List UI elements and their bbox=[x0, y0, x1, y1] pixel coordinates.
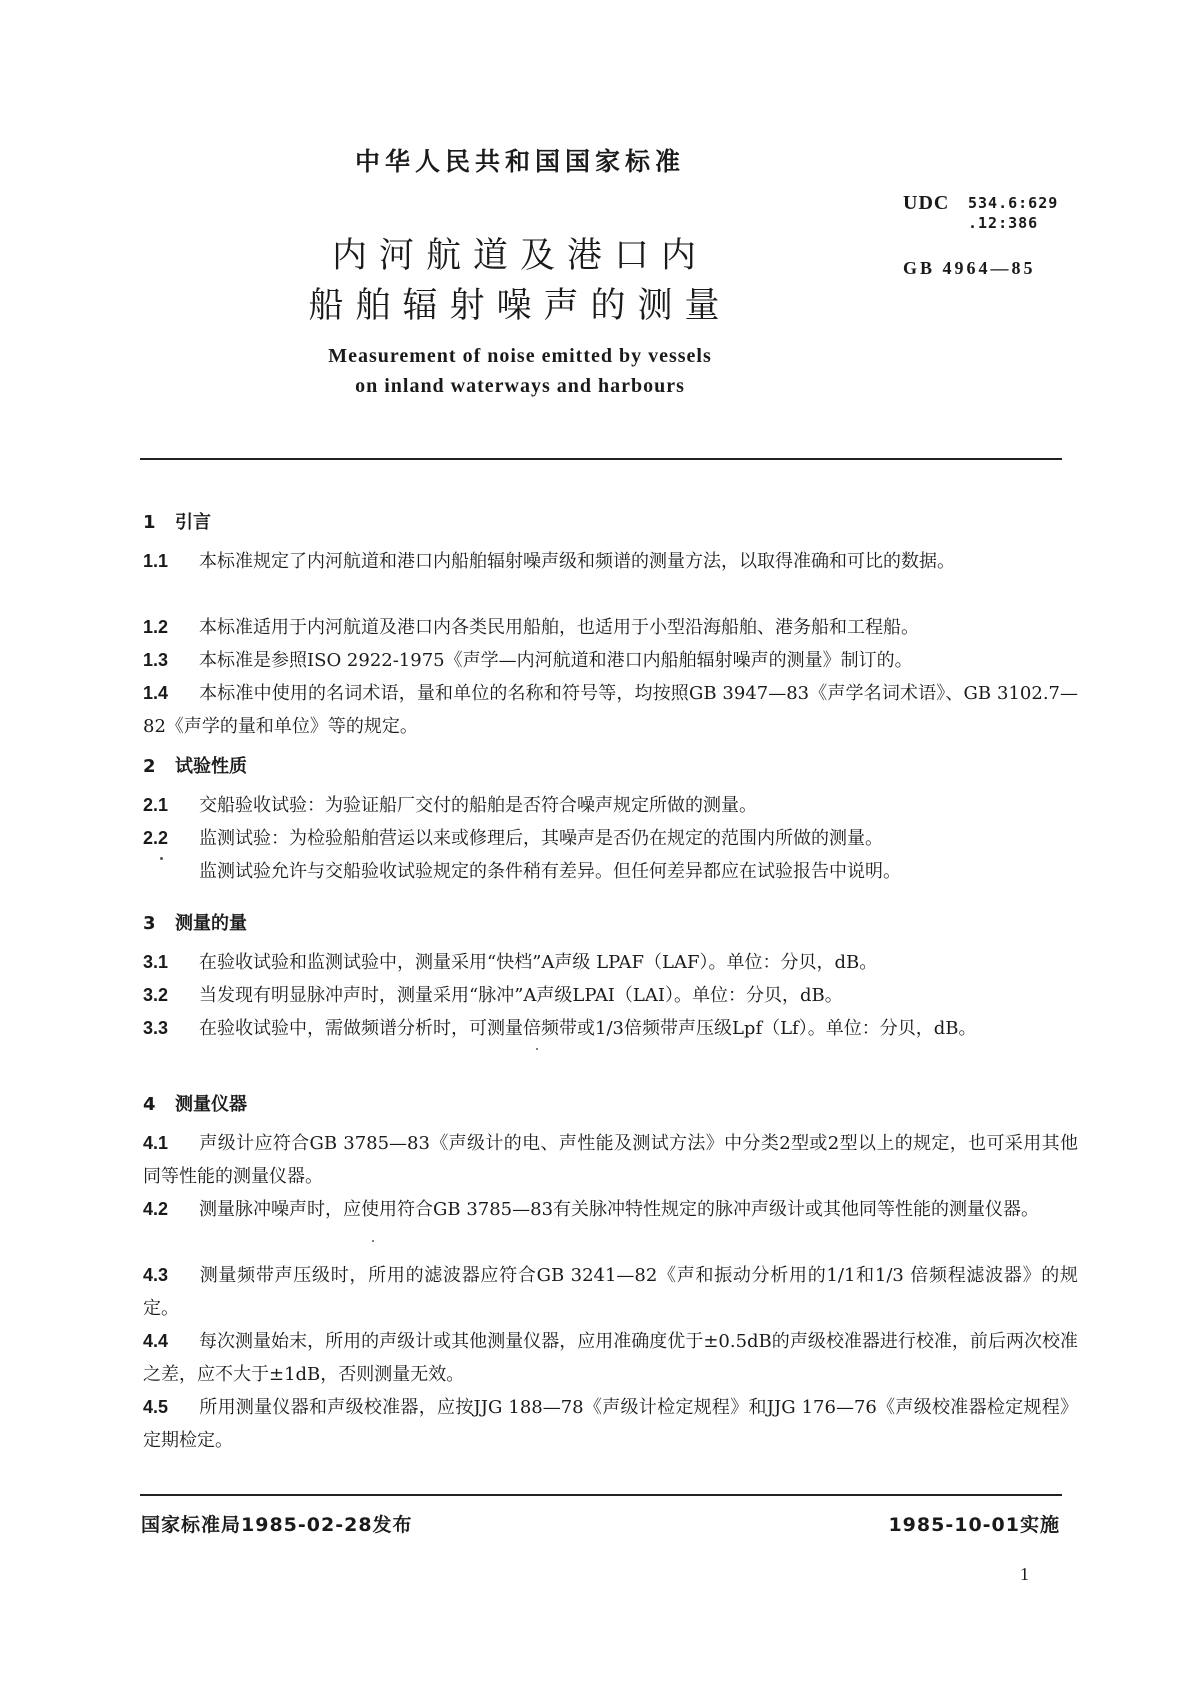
paragraph-4-4 bbox=[143, 1325, 1078, 1391]
paragraph-3-3 bbox=[143, 1012, 1078, 1045]
section-number: 2 bbox=[143, 756, 156, 777]
scan-speck bbox=[372, 1240, 374, 1242]
paragraph-2-note bbox=[143, 855, 1078, 888]
scan-speck bbox=[160, 857, 163, 860]
paragraph-2-1 bbox=[143, 789, 1078, 822]
paragraph-text: 本标准中使用的名词术语，量和单位的名称和符号等，均按照GB 3947—83《声学名词术语》、GB 3102.7—82《声学的量和单位》等的规定。 bbox=[143, 683, 1078, 737]
paragraph-text: 声级计应符合GB 3785—83《声级计的电、声性能及测试方法》中分类2型或2型以上的规定，也可采用其他同等性能的测量仪器。 bbox=[143, 1133, 1078, 1187]
paragraph-4-1 bbox=[143, 1127, 1078, 1193]
paragraph-number: 1.4 bbox=[143, 683, 169, 703]
paragraph-text: 本标准规定了内河航道和港口内船舶辐射噪声级和频谱的测量方法，以取得准确和可比的数据。 bbox=[199, 551, 955, 572]
paragraph-1-2 bbox=[143, 611, 1078, 644]
paragraph-text: 监测试验允许与交船验收试验规定的条件稍有差异。但任何差异都应在试验报告中说明。 bbox=[199, 861, 901, 882]
paragraph-3-2 bbox=[143, 979, 1078, 1012]
paragraph-1-4 bbox=[143, 677, 1078, 743]
paragraph-4-5 bbox=[143, 1391, 1078, 1457]
section-3-heading bbox=[143, 909, 247, 935]
footer-divider bbox=[140, 1494, 1062, 1496]
paragraph-number: 4.3 bbox=[143, 1265, 169, 1285]
effective-date: 1985-10-01实施 bbox=[888, 1514, 1060, 1536]
paragraph-3-1 bbox=[143, 946, 1078, 979]
paragraph-text: 交船验收试验：为验证船厂交付的船舶是否符合噪声规定所做的测量。 bbox=[199, 795, 757, 816]
udc-code-line2: .12:386 bbox=[968, 214, 1039, 232]
page-number: 1 bbox=[1020, 1564, 1029, 1584]
section-number: 4 bbox=[143, 1094, 156, 1115]
issued-date: 国家标准局1985-02-28发布 bbox=[141, 1514, 413, 1536]
udc-code-line1: 534.6:629 bbox=[968, 194, 1059, 212]
section-title: 引言 bbox=[175, 512, 211, 533]
paragraph-number: 2.2 bbox=[143, 828, 169, 848]
section-2-heading bbox=[143, 752, 247, 778]
paragraph-text: 本标准适用于内河航道及港口内各类民用船舶，也适用于小型沿海船舶、港务船和工程船。 bbox=[199, 617, 919, 638]
paragraph-number: 4.2 bbox=[143, 1199, 169, 1219]
title-en-line1: Measurement of noise emitted by vessels bbox=[328, 345, 712, 367]
paragraph-1-3 bbox=[143, 644, 1078, 677]
paragraph-number: 3.1 bbox=[143, 952, 169, 972]
paragraph-text: 测量脉冲噪声时，应使用符合GB 3785—83有关脉冲特性规定的脉冲声级计或其他同等性能的测量仪器。 bbox=[199, 1199, 1040, 1220]
paragraph-text: 在验收试验和监测试验中，测量采用“快档”A声级 LPAF（LAF）。单位：分贝，dB。 bbox=[199, 952, 878, 973]
paragraph-text: 所用测量仪器和声级校准器，应按JJG 188—78《声级计检定规程》和JJG 176—76《声级校准器检定规程》定期检定。 bbox=[143, 1397, 1078, 1451]
paragraph-number: 1.3 bbox=[143, 650, 169, 670]
section-4-heading bbox=[143, 1090, 247, 1116]
national-standard-heading: 中华人民共和国国家标准 bbox=[354, 147, 685, 176]
paragraph-number: 4.5 bbox=[143, 1397, 169, 1417]
paragraph-number: 1.2 bbox=[143, 617, 169, 637]
paragraph-number: 3.2 bbox=[143, 985, 169, 1005]
paragraph-text: 在验收试验中，需做频谱分析时，可测量倍频带或1/3倍频带声压级Lpf（Lf）。单位：分贝，dB。 bbox=[199, 1018, 977, 1039]
paragraph-number: 2.1 bbox=[143, 795, 169, 815]
paragraph-text: 当发现有明显脉冲声时，测量采用“脉冲”A声级LPAI（LAI）。单位：分贝，dB。 bbox=[199, 985, 843, 1006]
header-divider bbox=[140, 458, 1062, 460]
section-title: 测量的量 bbox=[175, 913, 247, 934]
paragraph-number: 4.4 bbox=[143, 1331, 169, 1351]
paragraph-text: 本标准是参照ISO 2922-1975《声学—内河航道和港口内船舶辐射噪声的测量》制订的。 bbox=[199, 650, 913, 671]
paragraph-number: 1.1 bbox=[143, 551, 169, 571]
paragraph-1-1 bbox=[143, 545, 1078, 578]
title-zh-line2: 船舶辐射噪声的测量 bbox=[308, 286, 732, 326]
paragraph-number: 4.1 bbox=[143, 1133, 169, 1153]
paragraph-number: 3.3 bbox=[143, 1018, 169, 1038]
section-number: 3 bbox=[143, 913, 156, 934]
gb-code: GB 4964—85 bbox=[903, 258, 1036, 278]
paragraph-text: 监测试验：为检验船舶营运以来或修理后，其噪声是否仍在规定的范围内所做的测量。 bbox=[199, 828, 883, 849]
paragraph-4-3 bbox=[143, 1259, 1078, 1325]
paragraph-text: 每次测量始末，所用的声级计或其他测量仪器，应用准确度优于±0.5dB的声级校准器进行校准，前后两次校准之差，应不大于±1dB，否则测量无效。 bbox=[143, 1331, 1078, 1385]
title-en-line2: on inland waterways and harbours bbox=[355, 375, 685, 397]
section-number: 1 bbox=[143, 512, 156, 533]
section-title: 测量仪器 bbox=[175, 1094, 247, 1115]
section-title: 试验性质 bbox=[175, 756, 247, 777]
paragraph-4-2 bbox=[143, 1193, 1078, 1226]
paragraph-2-2 bbox=[143, 822, 1078, 855]
udc-label: UDC bbox=[903, 192, 950, 214]
title-zh-line1: 内河航道及港口内 bbox=[331, 236, 708, 276]
section-1-heading bbox=[143, 508, 211, 534]
paragraph-text: 测量频带声压级时，所用的滤波器应符合GB 3241—82《声和振动分析用的1/1和1/3 倍频程滤波器》的规定。 bbox=[143, 1265, 1078, 1319]
scan-speck bbox=[536, 1048, 538, 1050]
